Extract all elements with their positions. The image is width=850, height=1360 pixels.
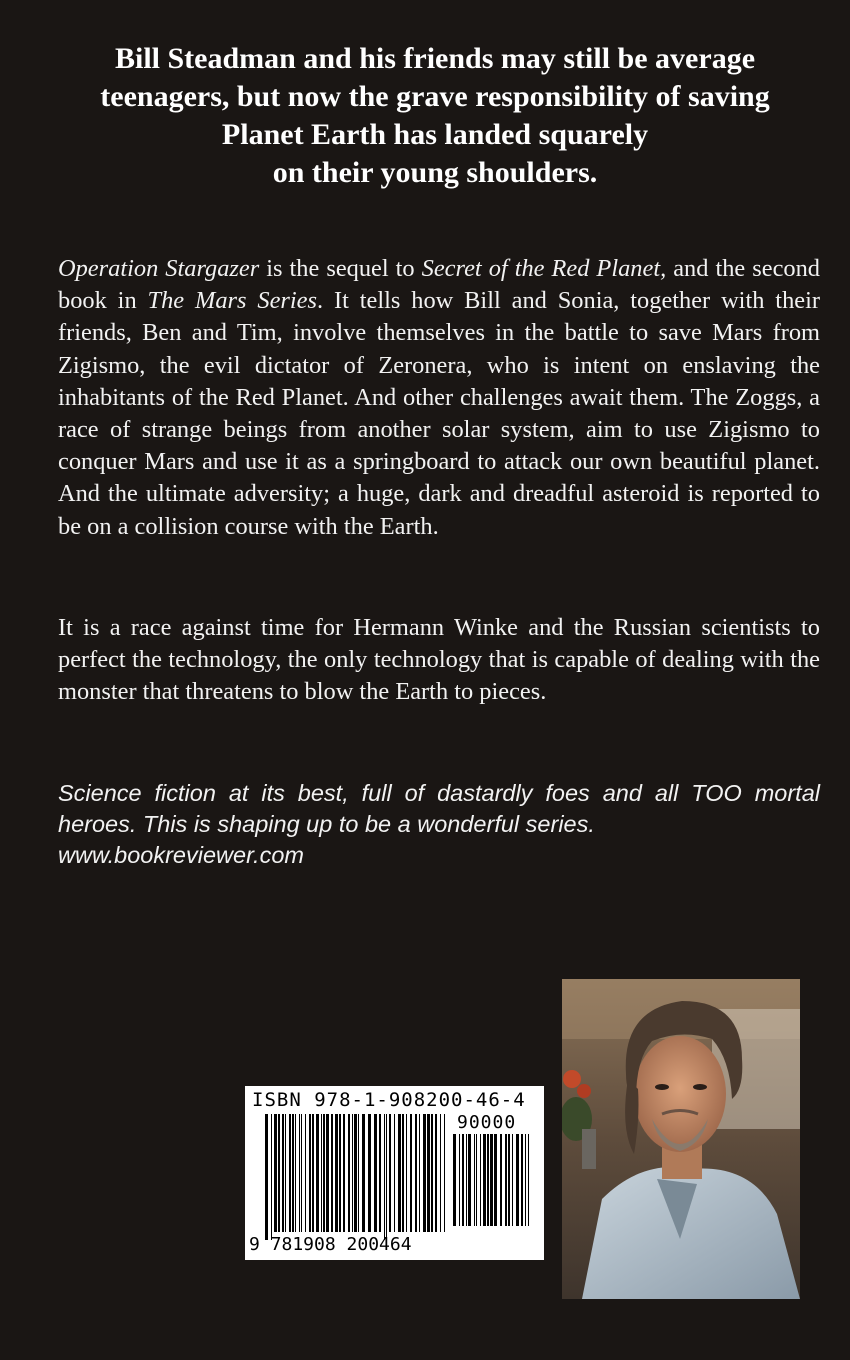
barcode-bar xyxy=(505,1134,507,1226)
blurb-text-c: . It tells how Bill and Sonia, together with their friends, Ben and Tim, involve themselves in the battle to save Mars from Zigismo, the evil dictator of Zeronera, who is intent on enslaving the inhabitants of the Red Planet. And other challenges await them. The Zoggs, a race of strange beings from another solar system, aim to use Zigismo to conquer Mars and use it as a springboard to attack our own beautiful planet. And the ultimate adversity; a huge, dark and dreadful asteroid is reported to be on a collision course with the Earth. xyxy=(58,287,821,540)
barcode-bar xyxy=(305,1114,306,1232)
barcode-bar xyxy=(483,1134,486,1226)
blurb-text-a: is the sequel to xyxy=(259,255,422,282)
barcode-bar xyxy=(398,1114,401,1232)
barcode-bar xyxy=(271,1114,272,1240)
barcode-bar xyxy=(525,1134,526,1226)
barcode-bar xyxy=(285,1114,286,1232)
barcode-bar xyxy=(394,1114,395,1232)
barcode-bar xyxy=(406,1114,407,1232)
barcode-bar xyxy=(521,1134,523,1226)
barcode-bar xyxy=(352,1114,353,1232)
barcode-bar xyxy=(312,1114,314,1232)
barcode-bar xyxy=(487,1134,489,1226)
barcode-bar xyxy=(384,1114,385,1240)
book-title: Operation Stargazer xyxy=(58,255,260,282)
review-source: www.bookreviewer.com xyxy=(58,842,304,868)
barcode-bar xyxy=(474,1134,475,1226)
barcode-bar xyxy=(386,1114,387,1240)
headline-line-1: Bill Steadman and his friends may still be average xyxy=(114,42,756,75)
barcode-bar xyxy=(301,1114,302,1232)
series-title: The Mars Series xyxy=(147,287,317,315)
barcode-bar xyxy=(419,1114,420,1232)
barcode-bar xyxy=(295,1114,296,1232)
barcode-bar xyxy=(343,1114,345,1232)
headline xyxy=(40,40,830,192)
barcode-bar xyxy=(339,1114,341,1232)
barcode-bar xyxy=(358,1114,359,1232)
barcode-bar xyxy=(348,1114,350,1232)
barcode-bar xyxy=(379,1114,381,1232)
previous-book-title: Secret of the Red Planet, xyxy=(421,255,667,282)
author-photo xyxy=(562,979,800,1299)
barcode-bar xyxy=(453,1134,456,1226)
ean-bars xyxy=(265,1114,450,1242)
barcode-bar xyxy=(508,1134,510,1226)
barcode-bar xyxy=(292,1114,294,1232)
barcode-bar xyxy=(427,1114,430,1232)
barcode-bar xyxy=(468,1134,471,1226)
barcode-bar xyxy=(415,1114,417,1232)
blurb-paragraph-1 xyxy=(58,253,820,543)
barcode-bar xyxy=(459,1134,460,1226)
barcode-bar xyxy=(476,1134,477,1226)
barcode-bar xyxy=(362,1114,365,1232)
barcode-bar xyxy=(389,1114,391,1232)
barcode-bar xyxy=(299,1114,300,1232)
addon-bars xyxy=(453,1134,533,1232)
barcode-bar xyxy=(440,1114,441,1232)
barcode-bar xyxy=(410,1114,412,1232)
barcode-bar xyxy=(402,1114,404,1232)
barcode-bar xyxy=(331,1114,333,1232)
headline-line-4: on their young shoulders. xyxy=(272,156,598,189)
barcode-bar xyxy=(466,1134,467,1226)
barcode-bar xyxy=(423,1114,426,1232)
barcode-bar xyxy=(512,1134,513,1226)
barcode-bar xyxy=(278,1114,280,1232)
headline-line-3: Planet Earth has landed squarely xyxy=(221,118,649,151)
blurb-text-b: and the second book in xyxy=(58,255,820,315)
ean-digits: 9 781908 200464 xyxy=(249,1234,412,1255)
headline-line-2: teenagers, but now the grave responsibility of saving xyxy=(100,80,770,113)
barcode-bar xyxy=(435,1114,437,1232)
barcode-bar xyxy=(265,1114,268,1240)
barcode-bar xyxy=(282,1114,284,1232)
review-text: Science fiction at its best, full of dastardly foes and all TOO mortal heroes. This is shaping up to be a wonderful series. xyxy=(58,780,820,837)
barcode-bar xyxy=(321,1114,322,1232)
barcode-bar xyxy=(431,1114,433,1232)
barcode-bar xyxy=(444,1114,445,1232)
barcode-bar xyxy=(354,1114,357,1232)
barcode-bar xyxy=(494,1134,497,1226)
barcode-bar xyxy=(368,1114,371,1232)
review-quote xyxy=(58,778,820,871)
barcode-bar xyxy=(323,1114,325,1232)
barcode-bar xyxy=(274,1114,277,1232)
barcode-bar xyxy=(480,1134,481,1226)
barcode-bar xyxy=(490,1134,493,1226)
price-addon-number: 90000 xyxy=(457,1112,517,1133)
author-portrait-image xyxy=(562,979,800,1299)
barcode-bar xyxy=(528,1134,529,1226)
barcode-bar xyxy=(462,1134,464,1226)
isbn-label: ISBN 978-1-908200-46-4 xyxy=(252,1089,526,1111)
barcode-bar xyxy=(516,1134,519,1226)
barcode-bar xyxy=(335,1114,338,1232)
barcode-bar xyxy=(374,1114,377,1232)
barcode-bar xyxy=(309,1114,311,1232)
blurb-paragraph-2: It is a race against time for Hermann Winke and the Russian scientists to perfect the technology, the only technology that is capable of dealing with the monster that threatens to blow the Earth to pieces. xyxy=(58,614,820,706)
barcode-bar xyxy=(316,1114,319,1232)
barcode-bar xyxy=(289,1114,291,1232)
barcode-bar xyxy=(326,1114,329,1232)
isbn-barcode xyxy=(245,1086,544,1260)
barcode-bar xyxy=(500,1134,502,1226)
